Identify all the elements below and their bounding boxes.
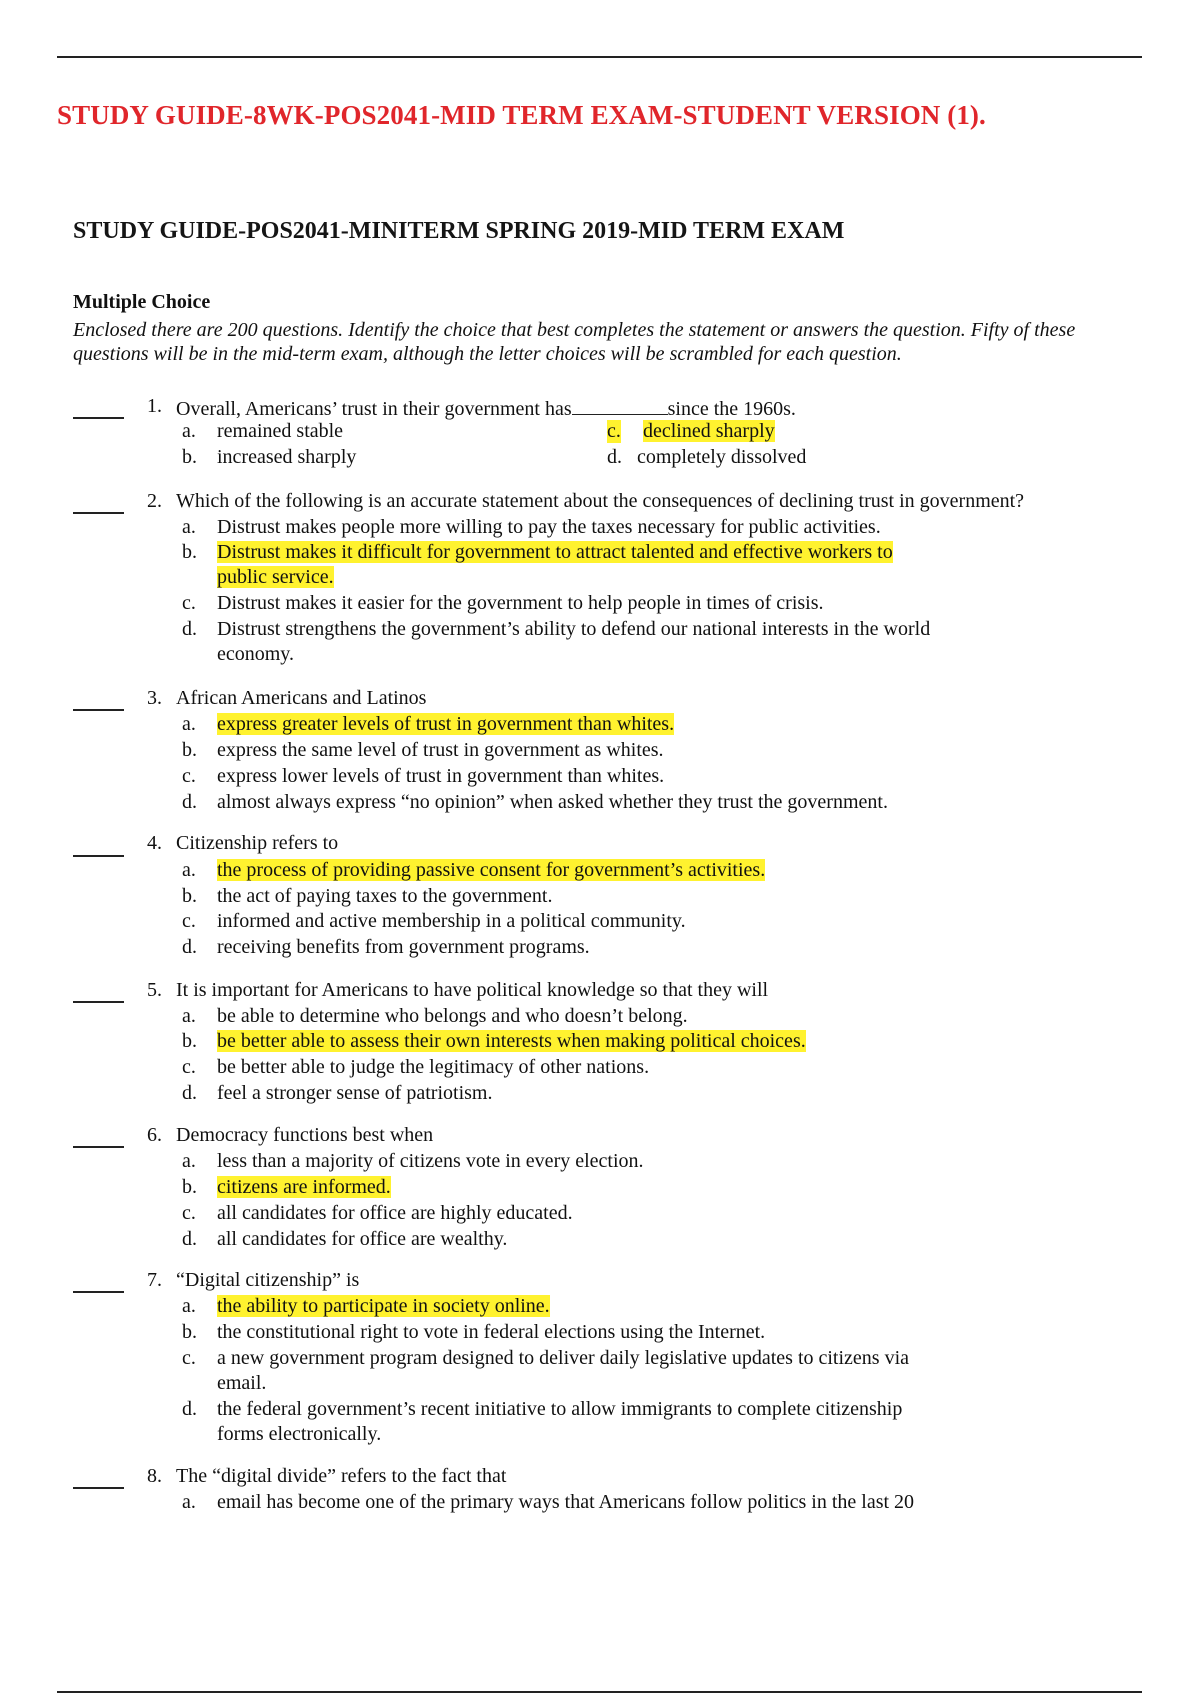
question-text [176,395,796,421]
option-letter: d. [607,446,622,468]
question-text-before: Overall, Americans’ trust in their government has [176,398,572,420]
option-text [217,1175,957,1200]
option-letter: b. [182,1030,197,1052]
option-letter: a. [182,1491,196,1513]
question-number: 7. [147,1269,162,1291]
option-text [643,419,775,444]
question-text: “Digital citizenship” is [176,1269,360,1291]
question-number: 4. [147,832,162,854]
option-text: increased sharply [217,446,357,468]
option-letter: b. [182,739,197,761]
option-text: the federal government’s recent initiative to allow immigrants to complete citizenship forms electronically. [217,1398,903,1445]
answer-highlight: citizens are informed. [217,1176,391,1198]
option-text: all candidates for office are highly educated. [217,1202,573,1224]
option-text: be better able to judge the legitimacy of other nations. [217,1056,650,1078]
answer-highlight: be better able to assess their own interests when making political choices. [217,1030,806,1052]
option-text [217,858,957,883]
option-letter: d. [182,936,197,958]
question-text: African Americans and Latinos [176,687,427,709]
option-text: email has become one of the primary ways that Americans follow politics in the last 20 [217,1491,915,1513]
answer-blank[interactable] [73,1146,124,1148]
option-letter: d. [182,791,197,813]
option-letter: b. [182,1176,197,1198]
question-text: Democracy functions best when [176,1124,434,1146]
question-number: 1. [147,395,162,417]
option-letter: d. [182,1228,197,1250]
answer-blank[interactable] [73,855,124,857]
answer-highlight: the ability to participate in society online. [217,1295,550,1317]
answer-blank[interactable] [73,1487,124,1489]
exam-title: STUDY GUIDE-POS2041-MINITERM SPRING 2019-MID TERM EXAM [73,218,845,244]
option-letter: b. [182,446,197,468]
document-title: STUDY GUIDE-8WK-POS2041-MID TERM EXAM-STUDENT VERSION (1). [57,100,986,130]
question-text: The “digital divide” refers to the fact that [176,1465,507,1487]
option-text: express the same level of trust in government as whites. [217,739,664,761]
option-letter: c. [182,765,196,787]
top-rule [57,56,1142,58]
option-letter: d. [182,1398,197,1420]
option-text: be able to determine who belongs and who doesn’t belong. [217,1005,688,1027]
option-text: the constitutional right to vote in federal elections using the Internet. [217,1321,766,1343]
option-text [217,1294,957,1319]
answer-highlight: declined sharply [643,420,775,442]
answer-highlight: express greater levels of trust in government than whites. [217,713,675,735]
fill-in-line [572,395,668,415]
option-letter: c. [182,1347,196,1369]
answer-highlight: the process of providing passive consent for government’s activities. [217,859,766,881]
option-text: completely dissolved [637,446,807,468]
question-text: It is important for Americans to have political knowledge so that they will [176,979,769,1001]
option-letter: a. [182,713,196,735]
option-letter: c. [182,910,196,932]
option-text: feel a stronger sense of patriotism. [217,1082,493,1104]
option-letter: a. [182,516,196,538]
option-letter: c. [182,1056,196,1078]
question-text: Which of the following is an accurate statement about the consequences of declining trust in government? [176,490,1025,512]
section-heading: Multiple Choice [73,291,211,313]
option-text: almost always express “no opinion” when asked whether they trust the government. [217,791,888,813]
question-number: 6. [147,1124,162,1146]
question-text: Citizenship refers to [176,832,339,854]
question-number: 2. [147,490,162,512]
option-text [217,540,947,590]
option-letter: b. [182,1321,197,1343]
option-letter: c. [607,420,621,442]
option-text: receiving benefits from government programs. [217,936,590,958]
answer-blank[interactable] [73,709,124,711]
option-text [217,1029,1017,1054]
option-letter: c. [182,1202,196,1224]
answer-blank[interactable] [73,1291,124,1293]
option-text [217,712,957,737]
answer-highlight: Distrust makes it difficult for government to attract talented and effective workers to public service. [217,541,893,588]
question-number: 8. [147,1465,162,1487]
option-letter: d. [182,618,197,640]
instructions: Enclosed there are 200 questions. Identify the choice that best completes the statement or answers the question. Fifty of these questions will be in the mid-term exam, although the letter choices will be scrambled for each question. [73,319,1076,365]
option-text: informed and active membership in a political community. [217,910,686,932]
option-letter: b. [182,885,197,907]
option-text: Distrust strengthens the government’s ability to defend our national interests in the world economy. [217,618,931,665]
option-letter: a. [182,1295,196,1317]
question-text-after: since the 1960s. [667,398,796,420]
option-text: remained stable [217,420,344,442]
option-text: Distrust makes people more willing to pay the taxes necessary for public activities. [217,516,881,538]
answer-blank[interactable] [73,1001,124,1003]
bottom-rule [57,1691,1142,1693]
option-text: express lower levels of trust in government than whites. [217,765,665,787]
option-letter: a. [182,1150,196,1172]
option-letter: a. [182,420,196,442]
option-letter: b. [182,541,197,563]
answer-blank[interactable] [73,417,124,419]
option-letter: a. [182,1005,196,1027]
answer-blank[interactable] [73,512,124,514]
option-letter: c. [182,592,196,614]
question-number: 3. [147,687,162,709]
option-text: the act of paying taxes to the government. [217,885,553,907]
option-text: all candidates for office are wealthy. [217,1228,508,1250]
option-text: less than a majority of citizens vote in every election. [217,1150,644,1172]
option-text: Distrust makes it easier for the government to help people in times of crisis. [217,592,824,614]
question-number: 5. [147,979,162,1001]
option-text: a new government program designed to deliver daily legislative updates to citizens via email. [217,1347,910,1394]
option-letter: d. [182,1082,197,1104]
option-letter: a. [182,859,196,881]
